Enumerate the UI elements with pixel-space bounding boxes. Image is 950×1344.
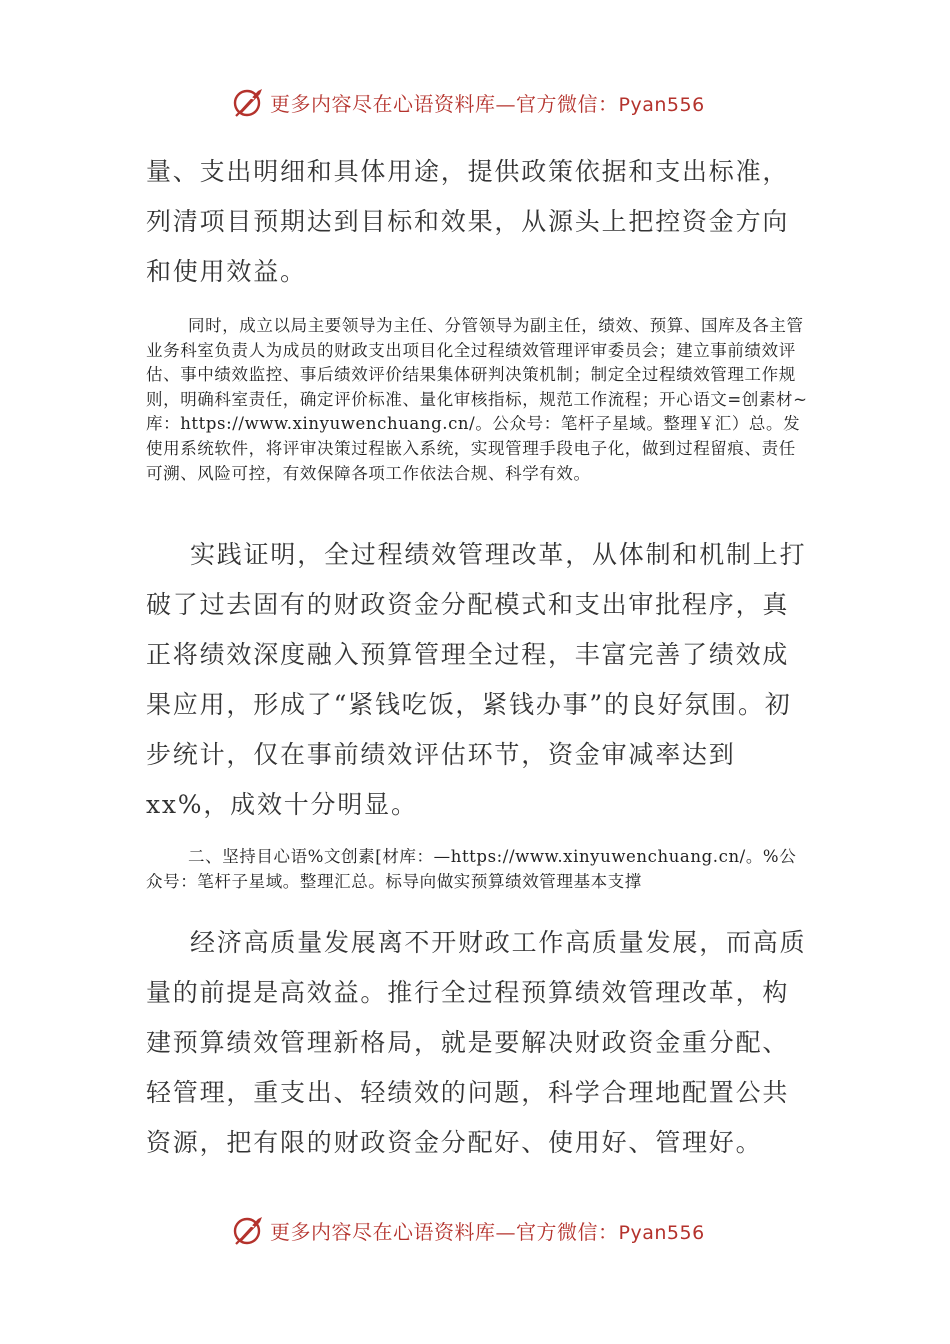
banner-wechat-id: Pyan556 bbox=[618, 93, 705, 116]
paragraph-2: 同时，成立以局主要领导为主任、分管领导为副主任，绩效、预算、国库及各主管业务科室负责人为成员的财政支出项目化全过程绩效管理评审委员会；建立事前绩效评估、事中绩效监控、事后绩效评价结果集体研判决策机制；制定全过程绩效管理工作规则，明确科室责任，确定评价标准、量化审核指标，规范工作流程；开心语文=创素材~库：https://www.xinyuwenchuang.cn/。公众号：笔杆子星域。整理￥汇）总。发使用系统软件，将评审决策过程嵌入系统，实现管理手段电子化，做到过程留痕、责任可溯、风险可控，有效保障各项工作依法合规、科学有效。 bbox=[146, 316, 808, 483]
banner-title: 更多内容尽在心语资料库—官方微信： bbox=[270, 1219, 619, 1244]
banner-wechat-id: Pyan556 bbox=[618, 1221, 705, 1244]
quill-logo-icon bbox=[232, 1213, 266, 1247]
banner-text bbox=[270, 1216, 705, 1245]
paragraph-5: 经济高质量发展离不开财政工作高质量发展，而高质量的前提是高效益。推行全过程预算绩效管理改革，构建预算绩效管理新格局，就是要解决财政资金重分配、轻管理，重支出、轻绩效的问题，科学合理地配置公共资源，把有限的财政资金分配好、使用好、管理好。 bbox=[146, 928, 807, 1157]
header-banner bbox=[232, 82, 752, 122]
section-heading: 二、坚持目心语%文创素[材库：—https://www.xinyuwenchuang.cn/。%公众号：笔杆子星域。整理汇总。标导向做实预算绩效管理基本支撑 bbox=[146, 847, 797, 891]
quill-logo-icon bbox=[232, 85, 266, 119]
banner-title: 更多内容尽在心语资料库—官方微信： bbox=[270, 91, 619, 116]
footer-banner bbox=[232, 1210, 752, 1250]
paragraph-1: 量、支出明细和具体用途，提供政策依据和支出标准，列清项目预期达到目标和效果，从源头上把控资金方向和使用效益。 bbox=[146, 157, 790, 286]
paragraph-3: 实践证明，全过程绩效管理改革，从体制和机制上打破了过去固有的财政资金分配模式和支出审批程序，真正将绩效深度融入预算管理全过程，丰富完善了绩效成果应用，形成了“紧钱吃饭，紧钱办事”的良好氛围。初步统计，仅在事前绩效评估环节，资金审减率达到xx%，成效十分明显。 bbox=[146, 540, 807, 819]
banner-text bbox=[270, 88, 705, 117]
